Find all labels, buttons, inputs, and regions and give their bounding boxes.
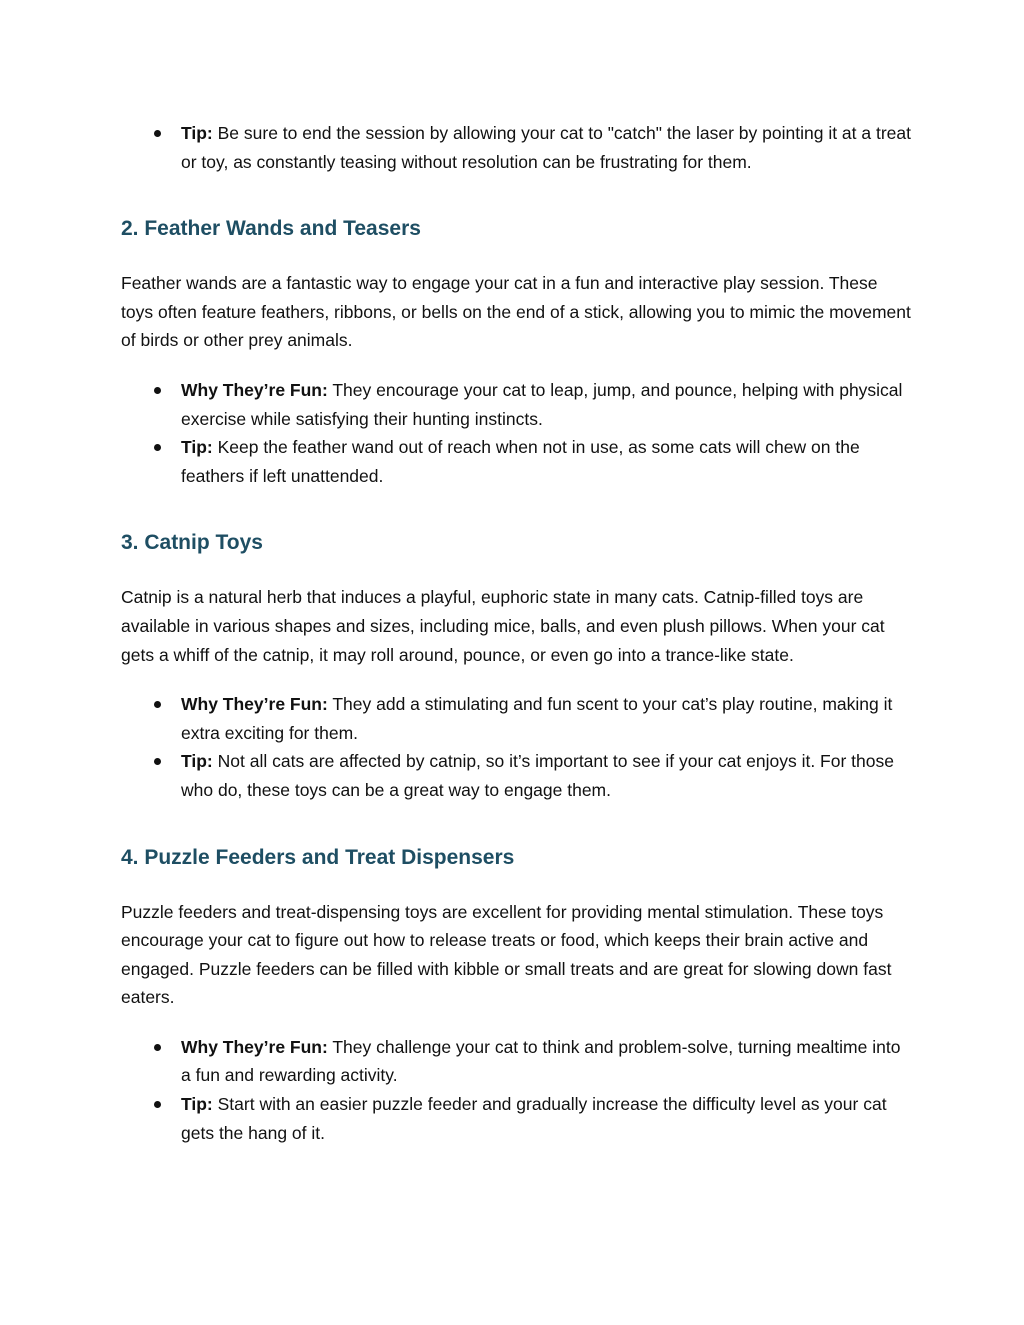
bullet-label: Tip: <box>181 123 213 143</box>
bullet-label: Why They’re Fun: <box>181 379 328 400</box>
bullet-dot-icon <box>154 1101 161 1108</box>
bullet-item <box>181 747 911 804</box>
bullet-text: Keep the feather wand out of reach when not in use, as some cats will chew on the feathers if left unattended. <box>181 437 860 486</box>
bullet-dot-icon <box>154 1044 161 1051</box>
intro-bullet-list <box>121 119 911 176</box>
bullet-text: They add a stimulating and fun scent to your cat’s play routine, making it extra exciting for them. <box>181 694 893 743</box>
section-bullet-list <box>121 376 911 490</box>
bullet-label: Why They’re Fun: <box>181 694 328 715</box>
section-paragraph: Feather wands are a fantastic way to engage your cat in a fun and interactive play session. These toys often feature feathers, ribbons, or bells on the end of a stick, allowing you to mimic the movement of birds or other prey animals. <box>121 273 911 351</box>
section-heading-feather-wands: 2. Feather Wands and Teasers <box>121 217 421 241</box>
bullet-text: Start with an easier puzzle feeder and gradually increase the difficulty level as your cat gets the hang of it. <box>181 1094 887 1143</box>
bullet-label: Why They’re Fun: <box>181 1036 328 1057</box>
bullet-text: Not all cats are affected by catnip, so it’s important to see if your cat enjoys it. For those who do, these toys can be a great way to engage them. <box>181 751 894 800</box>
bullet-item <box>181 1090 911 1147</box>
bullet-dot-icon <box>154 758 161 765</box>
bullet-item <box>181 376 911 433</box>
section-bullet-list <box>121 1033 911 1147</box>
bullet-label: Tip: <box>181 751 213 772</box>
bullet-text: They challenge your cat to think and problem-solve, turning mealtime into a fun and rewarding activity. <box>181 1036 901 1086</box>
bullet-label: Tip: <box>181 1094 213 1115</box>
bullet-item <box>181 433 911 490</box>
bullet-item <box>181 690 911 747</box>
bullet-label: Tip: <box>181 437 213 458</box>
bullet-item <box>181 1033 911 1090</box>
bullet-item <box>181 119 911 176</box>
bullet-text: Be sure to end the session by allowing your cat to "catch" the laser by pointing it at a treat or toy, as constantly teasing without resolution can be frustrating for them. <box>181 123 911 172</box>
section-bullet-list <box>121 690 911 804</box>
bullet-dot-icon <box>154 387 161 394</box>
page-content <box>121 119 911 1147</box>
section-heading-puzzle-feeders: 4. Puzzle Feeders and Treat Dispensers <box>121 845 515 869</box>
bullet-dot-icon <box>154 701 161 708</box>
section-paragraph: Puzzle feeders and treat-dispensing toys are excellent for providing mental stimulation. These toys encourage your cat to figure out how to release treats or food, which keeps their brain active and engaged. Puzzle feeders can be filled with kibble or small treats and are great for slowing down fast eaters. <box>121 901 892 1008</box>
bullet-dot-icon <box>154 130 161 137</box>
bullet-text: They encourage your cat to leap, jump, and pounce, helping with physical exercise while satisfying their hunting instincts. <box>181 379 903 429</box>
section-paragraph: Catnip is a natural herb that induces a playful, euphoric state in many cats. Catnip-filled toys are available in various shapes and sizes, including mice, balls, and even plush pillows. When your cat gets a whiff of the catnip, it may roll around, pounce, or even go into a trance-like state. <box>121 587 885 665</box>
section-heading-catnip-toys: 3. Catnip Toys <box>121 531 263 555</box>
bullet-dot-icon <box>154 444 161 451</box>
